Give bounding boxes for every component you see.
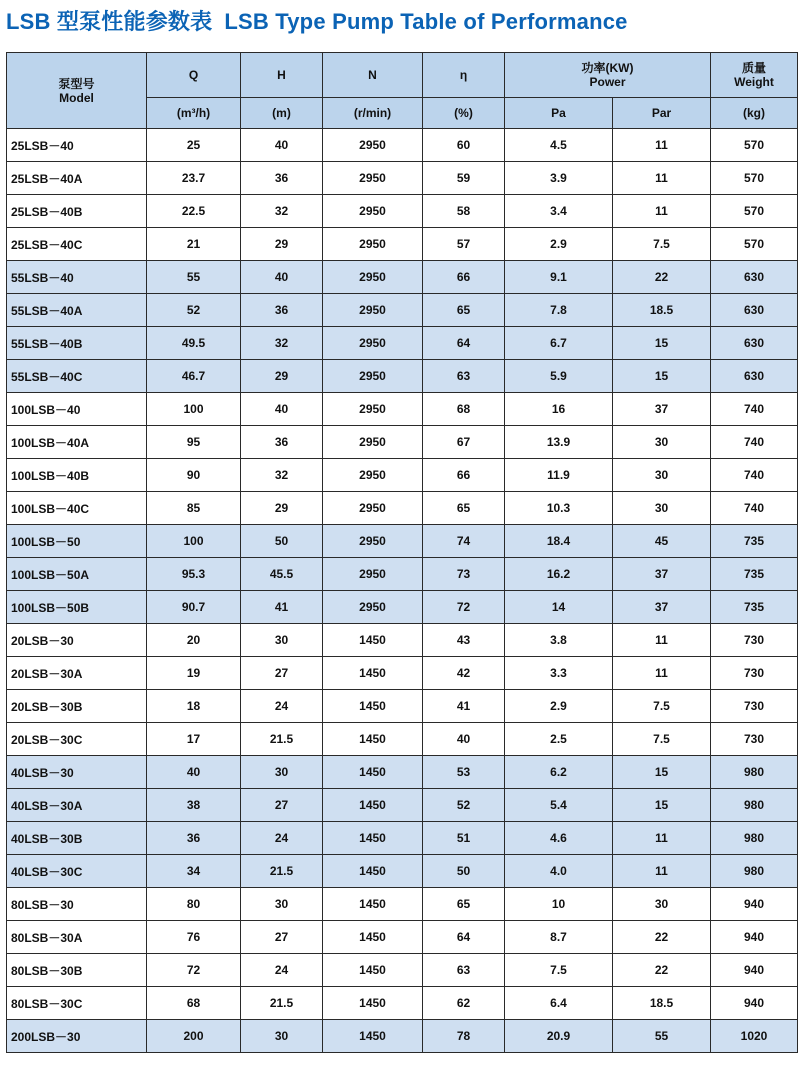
cell-model: 25LSB－40B xyxy=(7,195,147,228)
cell-model: 100LSB－50B xyxy=(7,591,147,624)
cell-eta: 65 xyxy=(423,888,505,921)
cell-eta: 78 xyxy=(423,1020,505,1053)
cell-par: 7.5 xyxy=(613,228,711,261)
cell-par: 11 xyxy=(613,129,711,162)
table-row xyxy=(7,822,798,855)
cell-eta: 60 xyxy=(423,129,505,162)
table-row xyxy=(7,723,798,756)
table-row xyxy=(7,195,798,228)
table-row xyxy=(7,789,798,822)
cell-eta: 63 xyxy=(423,360,505,393)
cell-pa: 3.3 xyxy=(505,657,613,690)
cell-n: 2950 xyxy=(323,162,423,195)
cell-n: 1450 xyxy=(323,888,423,921)
cell-q: 34 xyxy=(147,855,241,888)
table-row xyxy=(7,1020,798,1053)
cell-h: 24 xyxy=(241,690,323,723)
cell-eta: 74 xyxy=(423,525,505,558)
cell-weight: 980 xyxy=(711,789,798,822)
cell-model: 80LSB－30C xyxy=(7,987,147,1020)
cell-q: 46.7 xyxy=(147,360,241,393)
table-header xyxy=(7,53,798,129)
cell-h: 36 xyxy=(241,426,323,459)
cell-eta: 43 xyxy=(423,624,505,657)
cell-weight: 630 xyxy=(711,294,798,327)
table-row xyxy=(7,558,798,591)
cell-par: 15 xyxy=(613,756,711,789)
cell-q: 80 xyxy=(147,888,241,921)
header-q-unit: (m³/h) xyxy=(147,98,241,129)
cell-n: 2950 xyxy=(323,261,423,294)
cell-h: 29 xyxy=(241,492,323,525)
cell-par: 7.5 xyxy=(613,690,711,723)
cell-eta: 63 xyxy=(423,954,505,987)
cell-par: 7.5 xyxy=(613,723,711,756)
header-weight-en: Weight xyxy=(734,75,774,89)
cell-weight: 735 xyxy=(711,558,798,591)
cell-model: 20LSB－30 xyxy=(7,624,147,657)
cell-q: 72 xyxy=(147,954,241,987)
cell-weight: 740 xyxy=(711,492,798,525)
cell-par: 22 xyxy=(613,921,711,954)
cell-h: 40 xyxy=(241,261,323,294)
cell-n: 2950 xyxy=(323,459,423,492)
cell-model: 100LSB－40 xyxy=(7,393,147,426)
cell-pa: 5.4 xyxy=(505,789,613,822)
cell-weight: 735 xyxy=(711,525,798,558)
page-title xyxy=(6,4,628,40)
cell-n: 2950 xyxy=(323,228,423,261)
cell-pa: 5.9 xyxy=(505,360,613,393)
cell-par: 37 xyxy=(613,591,711,624)
cell-pa: 4.5 xyxy=(505,129,613,162)
table-row xyxy=(7,690,798,723)
cell-weight: 940 xyxy=(711,987,798,1020)
cell-q: 19 xyxy=(147,657,241,690)
header-power xyxy=(505,53,711,98)
header-eta: η xyxy=(423,53,505,98)
cell-n: 1450 xyxy=(323,1020,423,1053)
cell-h: 41 xyxy=(241,591,323,624)
table-row xyxy=(7,129,798,162)
table-row xyxy=(7,327,798,360)
header-row-1 xyxy=(7,53,798,98)
cell-h: 30 xyxy=(241,624,323,657)
header-weight xyxy=(711,53,798,98)
cell-q: 38 xyxy=(147,789,241,822)
header-pa: Pa xyxy=(505,98,613,129)
cell-par: 11 xyxy=(613,657,711,690)
cell-weight: 740 xyxy=(711,459,798,492)
cell-q: 36 xyxy=(147,822,241,855)
cell-h: 50 xyxy=(241,525,323,558)
cell-model: 20LSB－30A xyxy=(7,657,147,690)
cell-pa: 11.9 xyxy=(505,459,613,492)
cell-eta: 50 xyxy=(423,855,505,888)
cell-n: 2950 xyxy=(323,492,423,525)
header-weight-cn: 质量 xyxy=(741,61,766,75)
cell-par: 11 xyxy=(613,162,711,195)
cell-n: 2950 xyxy=(323,195,423,228)
page-title-en: LSB Type Pump Table of Performance xyxy=(224,9,628,34)
table-row xyxy=(7,525,798,558)
cell-n: 1450 xyxy=(323,624,423,657)
cell-pa: 4.0 xyxy=(505,855,613,888)
cell-q: 85 xyxy=(147,492,241,525)
cell-model: 25LSB－40 xyxy=(7,129,147,162)
cell-n: 1450 xyxy=(323,690,423,723)
cell-weight: 740 xyxy=(711,426,798,459)
cell-n: 2950 xyxy=(323,426,423,459)
table-body xyxy=(7,129,798,1053)
cell-n: 2950 xyxy=(323,360,423,393)
cell-weight: 740 xyxy=(711,393,798,426)
cell-pa: 16 xyxy=(505,393,613,426)
cell-model: 25LSB－40C xyxy=(7,228,147,261)
cell-model: 100LSB－40C xyxy=(7,492,147,525)
header-n-unit: (r/min) xyxy=(323,98,423,129)
cell-n: 2950 xyxy=(323,327,423,360)
cell-n: 1450 xyxy=(323,756,423,789)
cell-par: 11 xyxy=(613,822,711,855)
cell-pa: 13.9 xyxy=(505,426,613,459)
cell-pa: 10.3 xyxy=(505,492,613,525)
cell-q: 21 xyxy=(147,228,241,261)
table-row xyxy=(7,228,798,261)
cell-h: 30 xyxy=(241,756,323,789)
cell-n: 2950 xyxy=(323,294,423,327)
cell-weight: 630 xyxy=(711,327,798,360)
cell-model: 100LSB－50 xyxy=(7,525,147,558)
cell-q: 90.7 xyxy=(147,591,241,624)
cell-eta: 72 xyxy=(423,591,505,624)
cell-q: 52 xyxy=(147,294,241,327)
cell-weight: 730 xyxy=(711,624,798,657)
cell-par: 18.5 xyxy=(613,987,711,1020)
page-title-cn: LSB 型泵性能参数表 xyxy=(6,9,213,34)
cell-weight: 730 xyxy=(711,657,798,690)
cell-h: 21.5 xyxy=(241,855,323,888)
cell-weight: 735 xyxy=(711,591,798,624)
cell-h: 27 xyxy=(241,789,323,822)
cell-pa: 16.2 xyxy=(505,558,613,591)
cell-pa: 20.9 xyxy=(505,1020,613,1053)
table-row xyxy=(7,426,798,459)
cell-n: 1450 xyxy=(323,822,423,855)
cell-h: 40 xyxy=(241,393,323,426)
cell-q: 95 xyxy=(147,426,241,459)
table-row xyxy=(7,954,798,987)
cell-par: 11 xyxy=(613,855,711,888)
cell-h: 40 xyxy=(241,129,323,162)
cell-q: 23.7 xyxy=(147,162,241,195)
table-row xyxy=(7,921,798,954)
cell-model: 40LSB－30 xyxy=(7,756,147,789)
cell-model: 40LSB－30A xyxy=(7,789,147,822)
cell-par: 11 xyxy=(613,624,711,657)
cell-model: 25LSB－40A xyxy=(7,162,147,195)
cell-model: 55LSB－40B xyxy=(7,327,147,360)
cell-model: 20LSB－30C xyxy=(7,723,147,756)
cell-model: 80LSB－30A xyxy=(7,921,147,954)
cell-n: 2950 xyxy=(323,558,423,591)
cell-pa: 2.9 xyxy=(505,690,613,723)
table-row xyxy=(7,261,798,294)
cell-h: 29 xyxy=(241,228,323,261)
cell-eta: 64 xyxy=(423,921,505,954)
cell-q: 76 xyxy=(147,921,241,954)
cell-par: 15 xyxy=(613,789,711,822)
cell-q: 68 xyxy=(147,987,241,1020)
header-weight-unit: (kg) xyxy=(711,98,798,129)
cell-n: 2950 xyxy=(323,525,423,558)
cell-eta: 58 xyxy=(423,195,505,228)
table-row xyxy=(7,657,798,690)
cell-par: 30 xyxy=(613,459,711,492)
cell-n: 2950 xyxy=(323,393,423,426)
cell-q: 17 xyxy=(147,723,241,756)
cell-eta: 59 xyxy=(423,162,505,195)
cell-q: 90 xyxy=(147,459,241,492)
cell-n: 1450 xyxy=(323,954,423,987)
cell-eta: 73 xyxy=(423,558,505,591)
cell-weight: 570 xyxy=(711,162,798,195)
header-q: Q xyxy=(147,53,241,98)
cell-weight: 940 xyxy=(711,921,798,954)
cell-q: 22.5 xyxy=(147,195,241,228)
cell-pa: 3.4 xyxy=(505,195,613,228)
cell-pa: 2.9 xyxy=(505,228,613,261)
header-h-unit: (m) xyxy=(241,98,323,129)
table-row xyxy=(7,492,798,525)
cell-q: 55 xyxy=(147,261,241,294)
cell-h: 27 xyxy=(241,921,323,954)
cell-pa: 3.9 xyxy=(505,162,613,195)
cell-pa: 6.2 xyxy=(505,756,613,789)
cell-n: 1450 xyxy=(323,855,423,888)
cell-par: 30 xyxy=(613,426,711,459)
cell-par: 37 xyxy=(613,393,711,426)
cell-h: 30 xyxy=(241,1020,323,1053)
cell-par: 22 xyxy=(613,261,711,294)
cell-eta: 52 xyxy=(423,789,505,822)
cell-eta: 51 xyxy=(423,822,505,855)
cell-weight: 570 xyxy=(711,195,798,228)
cell-pa: 18.4 xyxy=(505,525,613,558)
cell-n: 1450 xyxy=(323,789,423,822)
cell-model: 55LSB－40 xyxy=(7,261,147,294)
cell-n: 1450 xyxy=(323,723,423,756)
cell-model: 100LSB－40A xyxy=(7,426,147,459)
cell-h: 29 xyxy=(241,360,323,393)
cell-pa: 7.8 xyxy=(505,294,613,327)
table-row xyxy=(7,459,798,492)
cell-eta: 57 xyxy=(423,228,505,261)
cell-h: 24 xyxy=(241,954,323,987)
cell-eta: 66 xyxy=(423,459,505,492)
cell-model: 55LSB－40C xyxy=(7,360,147,393)
table-row xyxy=(7,162,798,195)
cell-par: 18.5 xyxy=(613,294,711,327)
cell-q: 18 xyxy=(147,690,241,723)
cell-par: 45 xyxy=(613,525,711,558)
cell-pa: 14 xyxy=(505,591,613,624)
cell-par: 15 xyxy=(613,360,711,393)
cell-h: 32 xyxy=(241,327,323,360)
header-par: Par xyxy=(613,98,711,129)
cell-eta: 66 xyxy=(423,261,505,294)
cell-h: 36 xyxy=(241,294,323,327)
cell-model: 80LSB－30B xyxy=(7,954,147,987)
cell-eta: 62 xyxy=(423,987,505,1020)
table-row xyxy=(7,360,798,393)
cell-par: 15 xyxy=(613,327,711,360)
cell-pa: 6.7 xyxy=(505,327,613,360)
cell-eta: 65 xyxy=(423,492,505,525)
cell-model: 100LSB－50A xyxy=(7,558,147,591)
header-h: H xyxy=(241,53,323,98)
cell-n: 2950 xyxy=(323,591,423,624)
cell-q: 20 xyxy=(147,624,241,657)
cell-q: 40 xyxy=(147,756,241,789)
cell-pa: 9.1 xyxy=(505,261,613,294)
cell-weight: 730 xyxy=(711,723,798,756)
cell-model: 55LSB－40A xyxy=(7,294,147,327)
header-power-en: Power xyxy=(589,75,626,89)
cell-q: 49.5 xyxy=(147,327,241,360)
cell-weight: 940 xyxy=(711,888,798,921)
cell-weight: 570 xyxy=(711,129,798,162)
table-row xyxy=(7,591,798,624)
cell-pa: 2.5 xyxy=(505,723,613,756)
cell-par: 30 xyxy=(613,888,711,921)
cell-q: 25 xyxy=(147,129,241,162)
cell-weight: 570 xyxy=(711,228,798,261)
table-row xyxy=(7,393,798,426)
header-model xyxy=(7,53,147,129)
cell-n: 2950 xyxy=(323,129,423,162)
cell-pa: 10 xyxy=(505,888,613,921)
cell-h: 30 xyxy=(241,888,323,921)
header-power-cn: 功率(KW) xyxy=(581,61,634,75)
cell-par: 37 xyxy=(613,558,711,591)
performance-table-container xyxy=(6,52,797,1053)
table-row xyxy=(7,855,798,888)
cell-model: 40LSB－30C xyxy=(7,855,147,888)
cell-n: 1450 xyxy=(323,657,423,690)
table-row xyxy=(7,756,798,789)
cell-n: 1450 xyxy=(323,921,423,954)
cell-model: 100LSB－40B xyxy=(7,459,147,492)
cell-model: 20LSB－30B xyxy=(7,690,147,723)
cell-pa: 7.5 xyxy=(505,954,613,987)
cell-eta: 41 xyxy=(423,690,505,723)
header-n: N xyxy=(323,53,423,98)
cell-weight: 940 xyxy=(711,954,798,987)
table-row xyxy=(7,624,798,657)
cell-eta: 53 xyxy=(423,756,505,789)
header-model-en: Model xyxy=(59,90,94,105)
cell-eta: 40 xyxy=(423,723,505,756)
cell-pa: 6.4 xyxy=(505,987,613,1020)
cell-pa: 3.8 xyxy=(505,624,613,657)
table-row xyxy=(7,294,798,327)
cell-model: 80LSB－30 xyxy=(7,888,147,921)
header-model-cn: 泵型号 xyxy=(58,76,95,91)
cell-weight: 980 xyxy=(711,756,798,789)
cell-q: 100 xyxy=(147,525,241,558)
cell-par: 30 xyxy=(613,492,711,525)
cell-h: 24 xyxy=(241,822,323,855)
cell-q: 200 xyxy=(147,1020,241,1053)
cell-h: 36 xyxy=(241,162,323,195)
cell-eta: 68 xyxy=(423,393,505,426)
cell-model: 200LSB－30 xyxy=(7,1020,147,1053)
table-row xyxy=(7,888,798,921)
cell-h: 21.5 xyxy=(241,987,323,1020)
cell-par: 55 xyxy=(613,1020,711,1053)
cell-par: 22 xyxy=(613,954,711,987)
cell-weight: 980 xyxy=(711,822,798,855)
cell-n: 1450 xyxy=(323,987,423,1020)
cell-q: 95.3 xyxy=(147,558,241,591)
table-row xyxy=(7,987,798,1020)
cell-eta: 65 xyxy=(423,294,505,327)
cell-pa: 4.6 xyxy=(505,822,613,855)
cell-weight: 630 xyxy=(711,261,798,294)
header-eta-unit: (%) xyxy=(423,98,505,129)
performance-table xyxy=(6,52,798,1053)
cell-weight: 730 xyxy=(711,690,798,723)
cell-pa: 8.7 xyxy=(505,921,613,954)
cell-eta: 42 xyxy=(423,657,505,690)
cell-par: 11 xyxy=(613,195,711,228)
cell-weight: 980 xyxy=(711,855,798,888)
cell-weight: 1020 xyxy=(711,1020,798,1053)
cell-h: 32 xyxy=(241,195,323,228)
cell-weight: 630 xyxy=(711,360,798,393)
cell-h: 45.5 xyxy=(241,558,323,591)
cell-q: 100 xyxy=(147,393,241,426)
cell-h: 27 xyxy=(241,657,323,690)
cell-h: 32 xyxy=(241,459,323,492)
cell-eta: 67 xyxy=(423,426,505,459)
cell-model: 40LSB－30B xyxy=(7,822,147,855)
cell-eta: 64 xyxy=(423,327,505,360)
cell-h: 21.5 xyxy=(241,723,323,756)
